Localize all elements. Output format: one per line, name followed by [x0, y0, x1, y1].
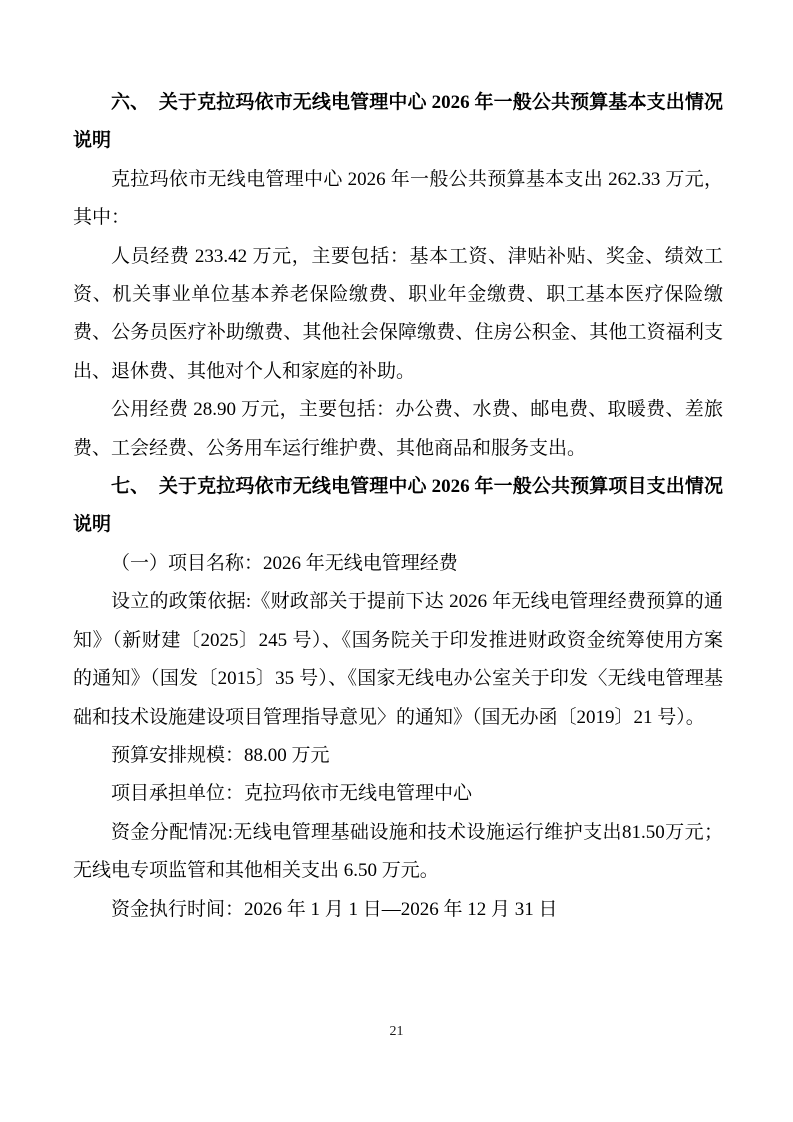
paragraph: 项目承担单位：克拉玛依市无线电管理中心	[111, 783, 473, 805]
paragraph: 预算安排规模：88.00 万元	[111, 744, 330, 766]
paragraph: 资金分配情况:无线电管理基础设施和技术设施运行维护支出81.50万元；无线电专项监管和其他相关支出 6.50 万元。	[73, 821, 723, 882]
page-number: 21	[389, 1024, 404, 1039]
paragraph: 克拉玛依市无线电管理中心 2026 年一般公共预算基本支出 262.33 万元，其中：	[73, 168, 723, 229]
paragraph: 人员经费 233.42 万元，主要包括：基本工资、津贴补贴、奖金、绩效工资、机关事业单位基本养老保险缴费、职业年金缴费、职工基本医疗保险缴费、公务员医疗补助缴费、其他社会保障缴费、住房公积金、其他工资福利支出、退休费、其他对个人和家庭的补助。	[73, 245, 723, 382]
section-heading: 七、 关于克拉玛依市无线电管理中心 2026 年一般公共预算项目支出情况说明	[73, 476, 723, 536]
document-body	[73, 84, 723, 929]
paragraph: 资金执行时间：2026 年 1 月 1 日—2026 年 12 月 31 日	[111, 898, 558, 920]
section-heading: 六、 关于克拉玛依市无线电管理中心 2026 年一般公共预算基本支出情况说明	[73, 92, 723, 152]
paragraph: （一）项目名称：2026 年无线电管理经费	[111, 552, 458, 574]
paragraph: 设立的政策依据:《财政部关于提前下达 2026 年无线电管理经费预算的通知》（新财建〔2025〕245 号）、《国务院关于印发推进财政资金统筹使用方案的通知》（国发〔2015〕35 号）、《国家无线电办公室关于印发〈无线电管理基础和技术设施建设项目管理指导意见〉的通知》（国无办函〔2019〕21 号）。	[73, 591, 723, 728]
paragraph: 公用经费 28.90 万元，主要包括：办公费、水费、邮电费、取暖费、差旅费、工会经费、公务用车运行维护费、其他商品和服务支出。	[73, 399, 723, 459]
